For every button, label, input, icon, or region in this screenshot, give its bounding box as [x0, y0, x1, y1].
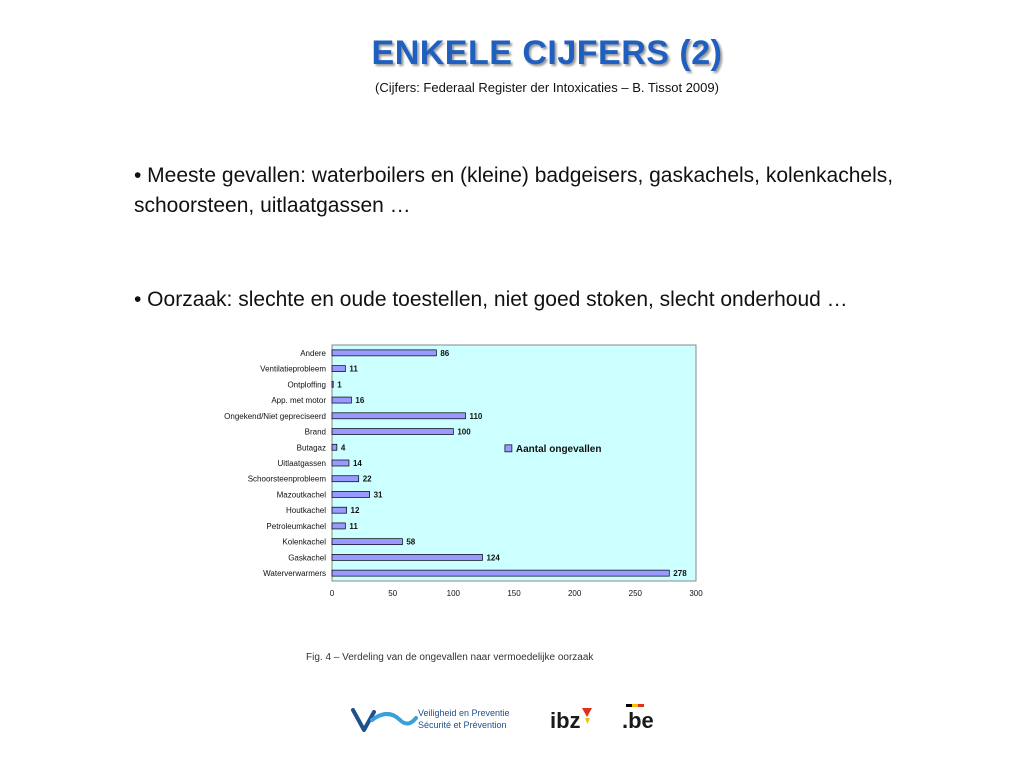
bar [332, 429, 453, 435]
bullet-1: • Meeste gevallen: waterboilers en (kleine) badgeisers, gaskachels, kolenkachels, schoorsteen, uitlaatgassen … [134, 164, 894, 217]
be-flag-red [638, 704, 644, 707]
bar-chart [190, 340, 720, 610]
data-label: 22 [362, 474, 372, 484]
x-tick-label: 50 [388, 589, 398, 598]
category-label: Butagaz [296, 443, 326, 453]
category-label: Schoorsteenprobleem [247, 474, 326, 484]
plot-area [332, 345, 696, 581]
category-label: Uitlaatgassen [277, 459, 326, 468]
x-tick-label: 0 [329, 589, 335, 598]
x-tick-label: 300 [689, 589, 703, 598]
bar [332, 523, 345, 529]
bar [332, 444, 337, 450]
category-label: Ontploffing [287, 380, 326, 390]
category-label: Kolenkachel [282, 537, 326, 547]
x-tick-label: 150 [507, 589, 521, 598]
data-label: 11 [349, 364, 358, 374]
figure-caption: Fig. 4 – Verdeling van de ongevallen naar vermoedelijke oorzaak [306, 652, 594, 663]
bar [332, 381, 333, 387]
category-label: Waterverwarmers [263, 569, 326, 579]
data-label: 100 [457, 427, 471, 437]
be-flag-black [626, 704, 632, 707]
data-label: 11 [349, 521, 358, 531]
bar [332, 539, 402, 545]
bar [332, 460, 349, 466]
bar [332, 366, 345, 372]
x-tick-label: 200 [567, 589, 582, 598]
be-flag-yellow [632, 704, 638, 707]
category-label: Houtkachel [285, 506, 326, 516]
bar [332, 507, 347, 513]
legend-swatch [505, 445, 512, 452]
data-label: 12 [350, 506, 360, 516]
vp-logo-line1: Veiligheid en Preventie [418, 708, 510, 718]
bar [332, 413, 465, 419]
x-tick-label: 250 [628, 589, 643, 598]
category-label: Brand [304, 427, 326, 437]
slide-title: ENKELE CIJFERS (2) [371, 34, 723, 72]
data-label: 31 [373, 490, 383, 500]
category-label: Mazoutkachel [276, 490, 326, 500]
vp-logo [353, 708, 510, 730]
be-logo-text: .be [622, 708, 654, 733]
data-label: 124 [486, 553, 500, 563]
category-label: Andere [300, 348, 326, 358]
footer-logos [350, 700, 670, 740]
category-label: Ongekend/Niet gepreciseerd [224, 411, 326, 421]
category-label: Gaskachel [288, 553, 326, 563]
ibz-yellow-mark [585, 718, 590, 724]
be-logo [622, 704, 654, 733]
bar [332, 570, 669, 576]
vp-logo-line2: Sécurité et Prévention [418, 720, 507, 730]
data-label: 278 [673, 569, 687, 579]
ibz-logo [550, 708, 592, 733]
data-label: 16 [355, 396, 365, 406]
category-label: App. met motor [271, 396, 326, 406]
data-label: 4 [340, 443, 346, 453]
bar [332, 491, 370, 497]
category-label: Ventilatieprobleem [260, 364, 326, 374]
x-tick-label: 100 [446, 589, 461, 598]
legend-label: Aantal ongevallen [515, 443, 602, 455]
bullet-2: • Oorzaak: slechte en oude toestellen, niet goed stoken, slecht onderhoud … [134, 288, 848, 311]
data-label: 86 [440, 348, 450, 358]
ibz-red-mark [582, 708, 592, 717]
data-label: 110 [469, 411, 483, 421]
data-label: 14 [352, 459, 362, 468]
slide-subtitle: (Cijfers: Federaal Register der Intoxicaties – B. Tissot 2009) [375, 80, 719, 95]
data-label: 1 [337, 380, 342, 390]
category-label: Petroleumkachel [266, 521, 326, 531]
bar [332, 397, 351, 403]
bar [332, 476, 359, 482]
data-label: 58 [406, 537, 416, 547]
ibz-logo-text: ibz [550, 708, 581, 733]
bar [332, 350, 436, 356]
bar [332, 554, 482, 560]
